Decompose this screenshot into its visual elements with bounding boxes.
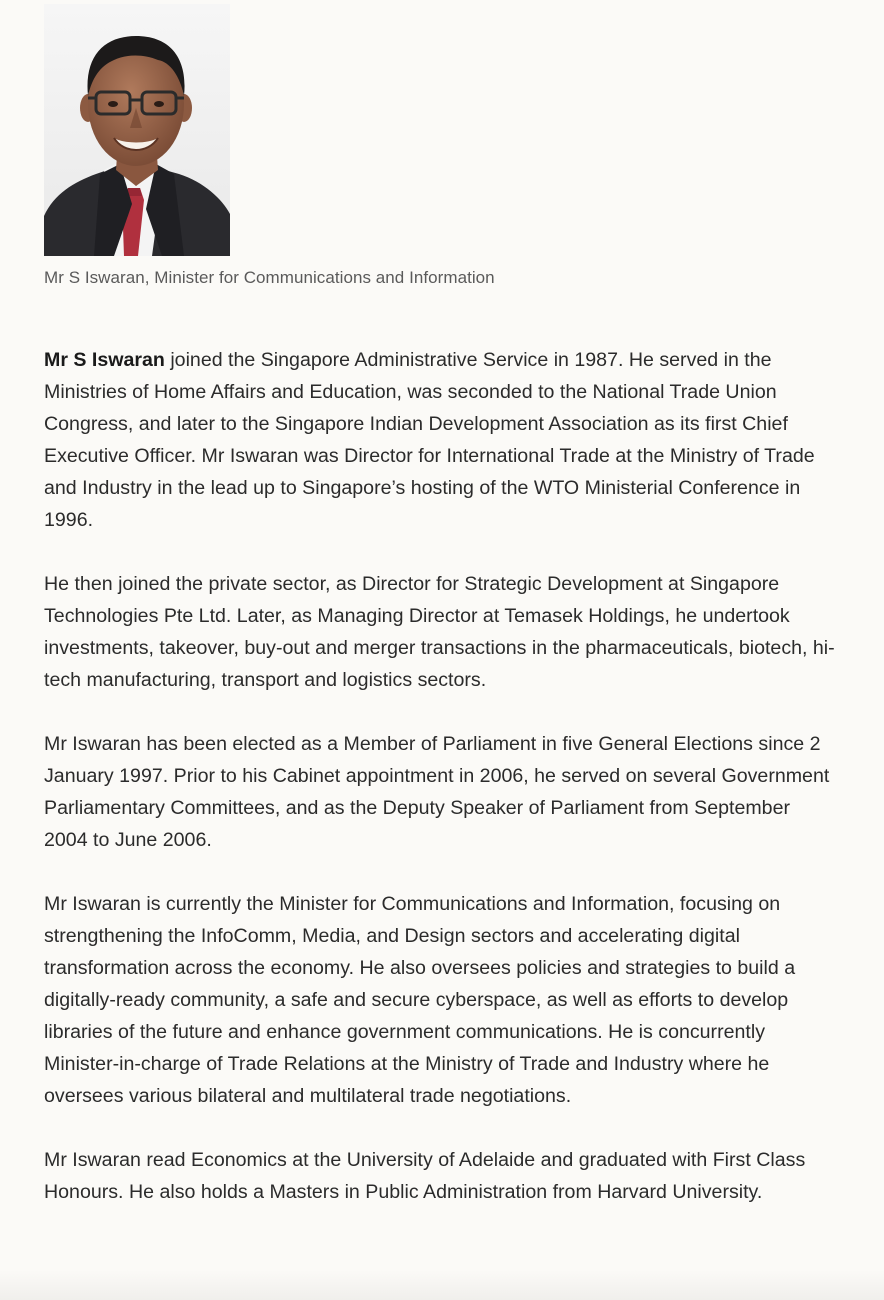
paragraph-intro	[44, 344, 839, 536]
biography-article	[44, 344, 839, 1240]
portrait-photo	[44, 4, 230, 256]
paragraph-intro-text: joined the Singapore Administrative Service in 1987. He served in the Ministries of Home Affairs and Education, was seconded to the National Trade Union Congress, and later to the Singapore Indian Development Association as its first Chief Executive Officer. Mr Iswaran was Director for International Trade at the Ministry of Trade and Industry in the lead up to Singapore’s hosting of the WTO Ministerial Conference in 1996.	[44, 349, 815, 531]
bottom-fade	[0, 1270, 884, 1300]
photo-caption: Mr S Iswaran, Minister for Communications and Information	[44, 268, 495, 287]
paragraph-current-role: Mr Iswaran is currently the Minister for Communications and Information, focusing on strengthening the InfoComm, Media, and Design sectors and accelerating digital transformation across the economy. He also oversees policies and strategies to build a digitally-ready community, a safe and secure cyberspace, as well as efforts to develop libraries of the future and enhance government communications. He is concurrently Minister-in-charge of Trade Relations at the Ministry of Trade and Industry where he oversees various bilateral and multilateral trade negotiations.	[44, 893, 796, 1107]
paragraph-parliament: Mr Iswaran has been elected as a Member of Parliament in five General Elections since 2 January 1997. Prior to his Cabinet appointment in 2006, he served on several Government Parliamentary Committees, and as the Deputy Speaker of Parliament from September 2004 to June 2006.	[44, 733, 830, 851]
subject-name: Mr S Iswaran	[44, 349, 165, 371]
paragraph-private-sector: He then joined the private sector, as Director for Strategic Development at Singapore Technologies Pte Ltd. Later, as Managing Director at Temasek Holdings, he undertook investments, takeover, buy-out and merger transactions in the pharmaceuticals, biotech, hi-tech manufacturing, transport and logistics sectors.	[44, 573, 835, 691]
paragraph-education: Mr Iswaran read Economics at the University of Adelaide and graduated with First Class Honours. He also holds a Masters in Public Administration from Harvard University.	[44, 1149, 806, 1203]
